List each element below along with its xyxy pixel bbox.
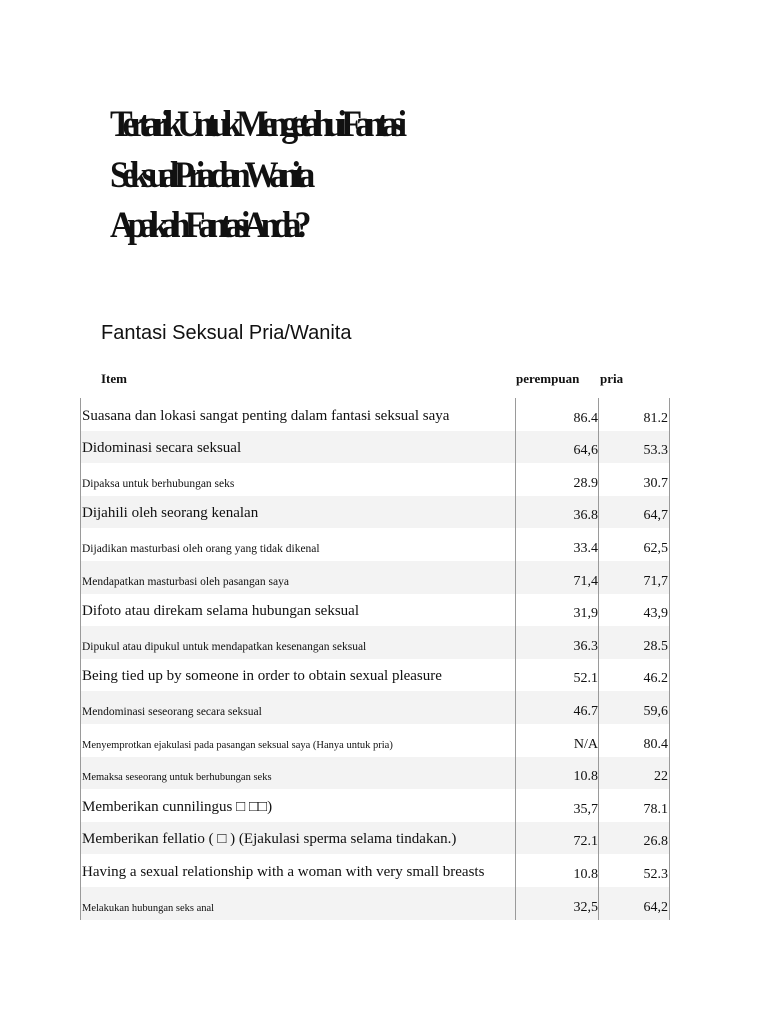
row-item: Memberikan cunnilingus □ □□) [82,798,273,815]
row-female-value: 31,9 [573,606,598,622]
row-female-value: 72.1 [573,834,598,850]
table-row [80,822,670,855]
row-female-value: 35,7 [573,801,598,817]
row-male-value: 78.1 [643,801,668,817]
table-row [80,789,670,822]
column-header-item: Item [101,371,127,386]
row-female-value: 28.9 [573,475,598,491]
row-male-value: 59,6 [643,703,668,719]
table-border-right [669,398,670,920]
table-row [80,757,670,790]
table-row [80,496,670,529]
row-male-value: 46.2 [643,671,668,687]
row-male-value: 43,9 [643,606,668,622]
row-female-value: 33.4 [573,540,598,556]
table-row [80,528,670,561]
row-male-value: 81.2 [643,410,668,426]
row-item: Dijahili oleh seorang kenalan [82,505,259,522]
row-male-value: 52.3 [643,866,668,882]
row-female-value: 36.3 [573,638,598,654]
row-female-value: 32,5 [573,899,598,915]
row-male-value: 71,7 [643,573,668,589]
row-male-value: 26.8 [643,834,668,850]
table-row [80,626,670,659]
row-item: Melakukan hubungan seks anal [82,902,215,914]
row-item: Didominasi secara seksual [82,440,242,457]
row-female-value: 36.8 [573,508,598,524]
table-row [80,561,670,594]
row-male-value: 62,5 [643,540,668,556]
column-header-female: perempuan [516,371,580,386]
fantasy-table [80,398,670,920]
table-row [80,887,670,920]
row-item: Menyemprotkan ejakulasi pada pasangan seksual saya (Hanya untuk pria) [82,739,393,751]
row-item: Suasana dan lokasi sangat penting dalam fantasi seksual saya [82,407,450,424]
table-row [80,659,670,692]
table-border-left [80,398,81,920]
heading-line-3: Apakah Fantasi Anda? [110,205,305,246]
table-divider-male [598,398,599,920]
row-female-value: 10.8 [573,769,598,785]
row-female-value: 86.4 [573,410,598,426]
table-row [80,594,670,627]
table-divider-female [515,398,516,920]
row-female-value: 10.8 [573,866,598,882]
row-item: Memaksa seseorang untuk berhubungan seks [82,772,272,784]
row-item: Mendominasi seseorang secara seksual [82,705,262,718]
row-female-value: 46.7 [573,703,598,719]
table-title: Fantasi Seksual Pria/Wanita [101,322,352,344]
row-female-value: 71,4 [573,573,598,589]
row-item: Mendapatkan masturbasi oleh pasangan saya [82,575,289,588]
table-row [80,691,670,724]
heading-line-2: Seksual Pria dan Wanita [110,155,309,196]
table-row [80,398,670,431]
table-row [80,431,670,464]
row-male-value: 53.3 [643,443,668,459]
row-female-value: 64,6 [573,443,598,459]
row-male-value: 30.7 [643,475,668,491]
row-male-value: 64,2 [643,899,668,915]
row-male-value: 28.5 [643,638,668,654]
table-row [80,463,670,496]
row-male-value: 80.4 [643,736,668,752]
row-male-value: 64,7 [643,508,668,524]
heading-line-1: Tertarik Untuk Mengetahui Fantasi [110,104,401,145]
row-item: Dijadikan masturbasi oleh orang yang tidak dikenal [82,542,320,555]
row-male-value: 22 [654,769,668,785]
table-row [80,724,670,757]
row-item: Dipaksa untuk berhubungan seks [82,477,235,490]
row-item: Memberikan fellatio ( □ ) (Ejakulasi sperma selama tindakan.) [82,831,457,848]
row-item: Having a sexual relationship with a woman with very small breasts [82,863,485,880]
row-item: Difoto atau direkam selama hubungan seksual [82,603,360,620]
table-row [80,854,670,887]
row-female-value: 52.1 [573,671,598,687]
row-item: Dipukul atau dipukul untuk mendapatkan kesenangan seksual [82,640,367,653]
row-female-value: N/A [573,736,598,752]
row-item: Being tied up by someone in order to obtain sexual pleasure [82,668,442,685]
column-header-male: pria [600,371,624,386]
